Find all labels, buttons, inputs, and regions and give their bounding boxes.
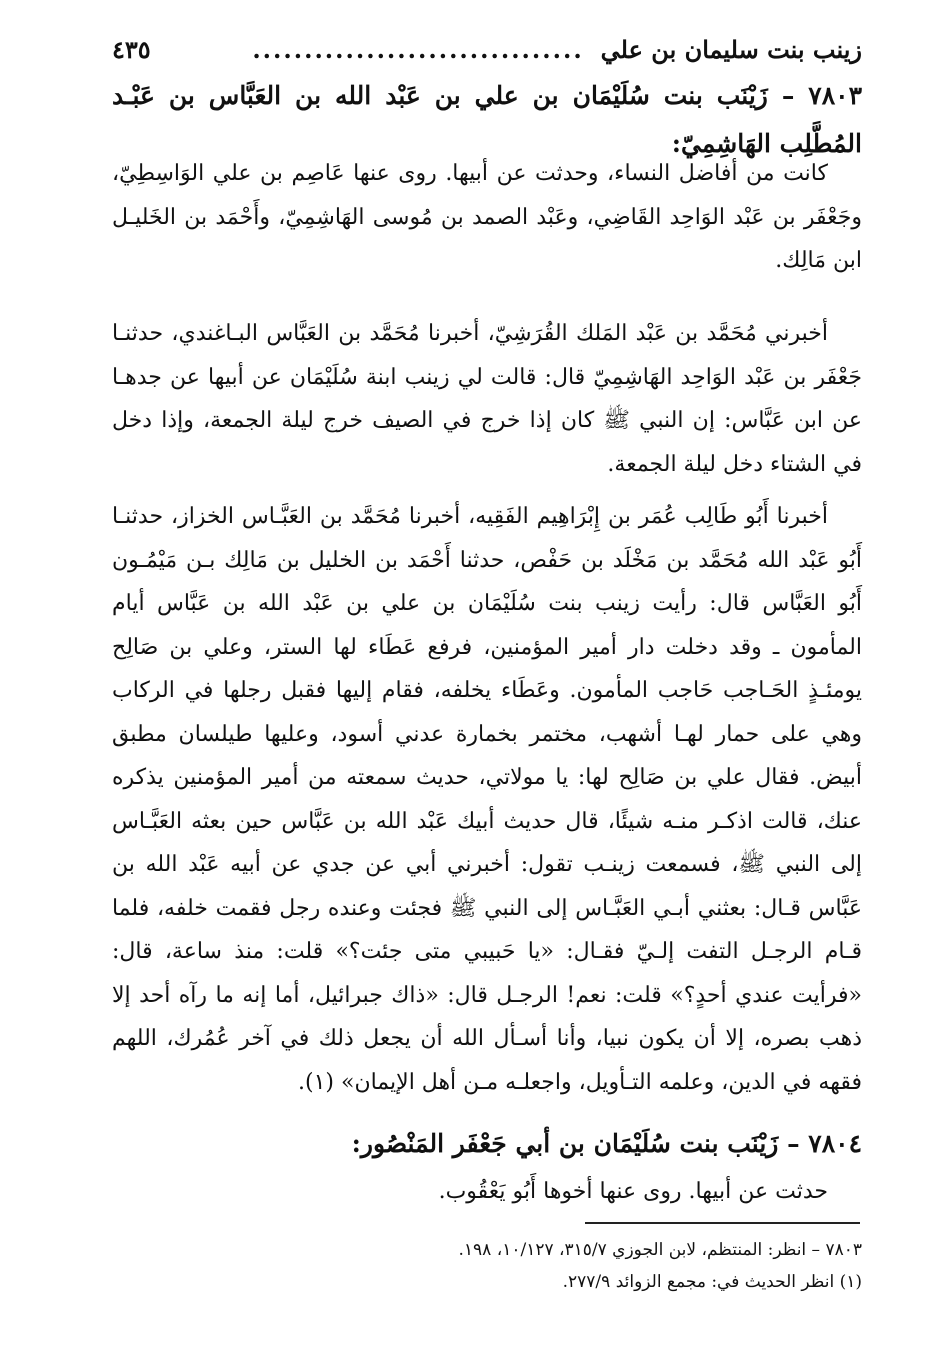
entry-7804-paragraph-1: حدثت عن أبيها. روى عنها أخوها أَبُو يَعْقُوب.: [438, 1179, 828, 1204]
running-head-title: زينب بنت سليمان بن علي: [600, 35, 862, 64]
entry-heading-7803: ٧٨٠٣ – زَيْنَب بنت سُلَيْمَان بن علي بن عَبْد الله بن العَبَّاس بن عَبْـد المُطَّلِب الهَاشِمِيّ:: [112, 81, 862, 158]
footnote-source-7803: ٧٨٠٣ – انظر: المنتظم، لابن الجوزي ٣١٥/٧، ١٠/١٢٧، ١٩٨.: [458, 1240, 862, 1260]
entry-7803-paragraph-3: أخبرنا أَبُو طَالِب عُمَر بن إِبْرَاهِيم الفَقِيه، أخبرنا مُحَمَّد بن العَبَّـاس الخزاز، حدثنـا أَبُو عَبْد الله مُحَمَّد بن مَخْلَد بن حَفْص، حدثنا أَحْمَد بن الخليل بن مَالِك بـن مَيْمُـون أَبُو العَبَّاس قال: رأيت زينب بنت سُلَيْمَان بن علي بن عَبْد الله بن عَبَّاس أيام المأمون ـ وقد دخلت دار أمير المؤمنين، فرفع عَطَاء لها الستر، وعلي بن صَالِح يومئـذٍ الحَـاجب حَاجب المأمون. وعَطَاء يخلفه، فقام إليها فقبل رجلها في الركاب وهي على حمار لهـا أشهب، مختمر بخمارة عدني أسود، وعليها طيلسان مطبق أبيض. فقال علي بن صَالِح لها: يا مولاتي، حديث سمعته من أمير المؤمنين يذكره عنك، قالت اذكـر منـه شيئًا، قال حديث أبيك عَبْد الله بن عَبَّاس حين بعثه العَبَّـاس إلى النبي ﷺ، فسمعت زينـب تقول: أخبرني أبي عن جدي عن أبيه عَبْد الله بن عَبَّاس قـال: بعثني أبـي العَبَّـاس إلى النبي ﷺ فجئت وعنده رجل فقمت خلفه، فلما قـام الرجـل التفت إلـيّ فقـال: «يا حَبيبي متى جئت؟» قلت: منذ ساعة، قال: «فرأيت عندي أحدٍ؟» قلت: نعم! الرجـل قال: «ذاك جبرائيل، أما إنه ما رآه أحد إلا ذهب بصره، إلا أن يكون نبيا، وأنا أسـأل الله أن يجعل ذلك في آخر عُمُرك، اللهم فقهه في الدين، وعلمه التـأويل، واجعلـه مـن أهل الإيمان» (١).: [112, 504, 862, 1095]
footnote-1: (١) انظر الحديث في: مجمع الزوائد ٢٧٧/٩.: [562, 1272, 862, 1292]
running-head-leader-dots: ................................: [252, 35, 584, 64]
entry-heading-7804: ٧٨٠٤ – زَيْنَب بنت سُلَيْمَان بن أبي جَعْفَر المَنْصُور:: [351, 1129, 862, 1158]
footnote-separator: [585, 1222, 860, 1224]
page-number: ٤٣٥: [112, 35, 151, 64]
entry-7803-paragraph-2: أخبرني مُحَمَّد بن عَبْد المَلك القُرَشِيّ، أخبرنا مُحَمَّد بن العَبَّاس البـاغندي، حدثنـا جَعْفَر بن عَبْد الوَاحِد الهَاشِمِيّ قال: قالت لي زينب ابنة سُلَيْمَان عن أبيها عن جدهـا عن ابن عَبَّاس: إن النبي ﷺ كان إذا خرج في الصيف خرج ليلة الجمعة، وإذا دخل في الشتاء دخل ليلة الجمعة.: [112, 321, 862, 477]
entry-7803-paragraph-1: كانت من أفاضل النساء، وحدثت عن أبيها. روى عنها عَاصِم بن علي الوَاسِطِيّ، وجَعْفَر بن عَبْد الوَاحِد القَاضِي، وعَبْد الصمد بن مُوسى الهَاشِمِيّ، وأَحْمَد بن الخَليـل ابن مَالِك.: [112, 161, 862, 273]
running-head: [112, 30, 862, 70]
